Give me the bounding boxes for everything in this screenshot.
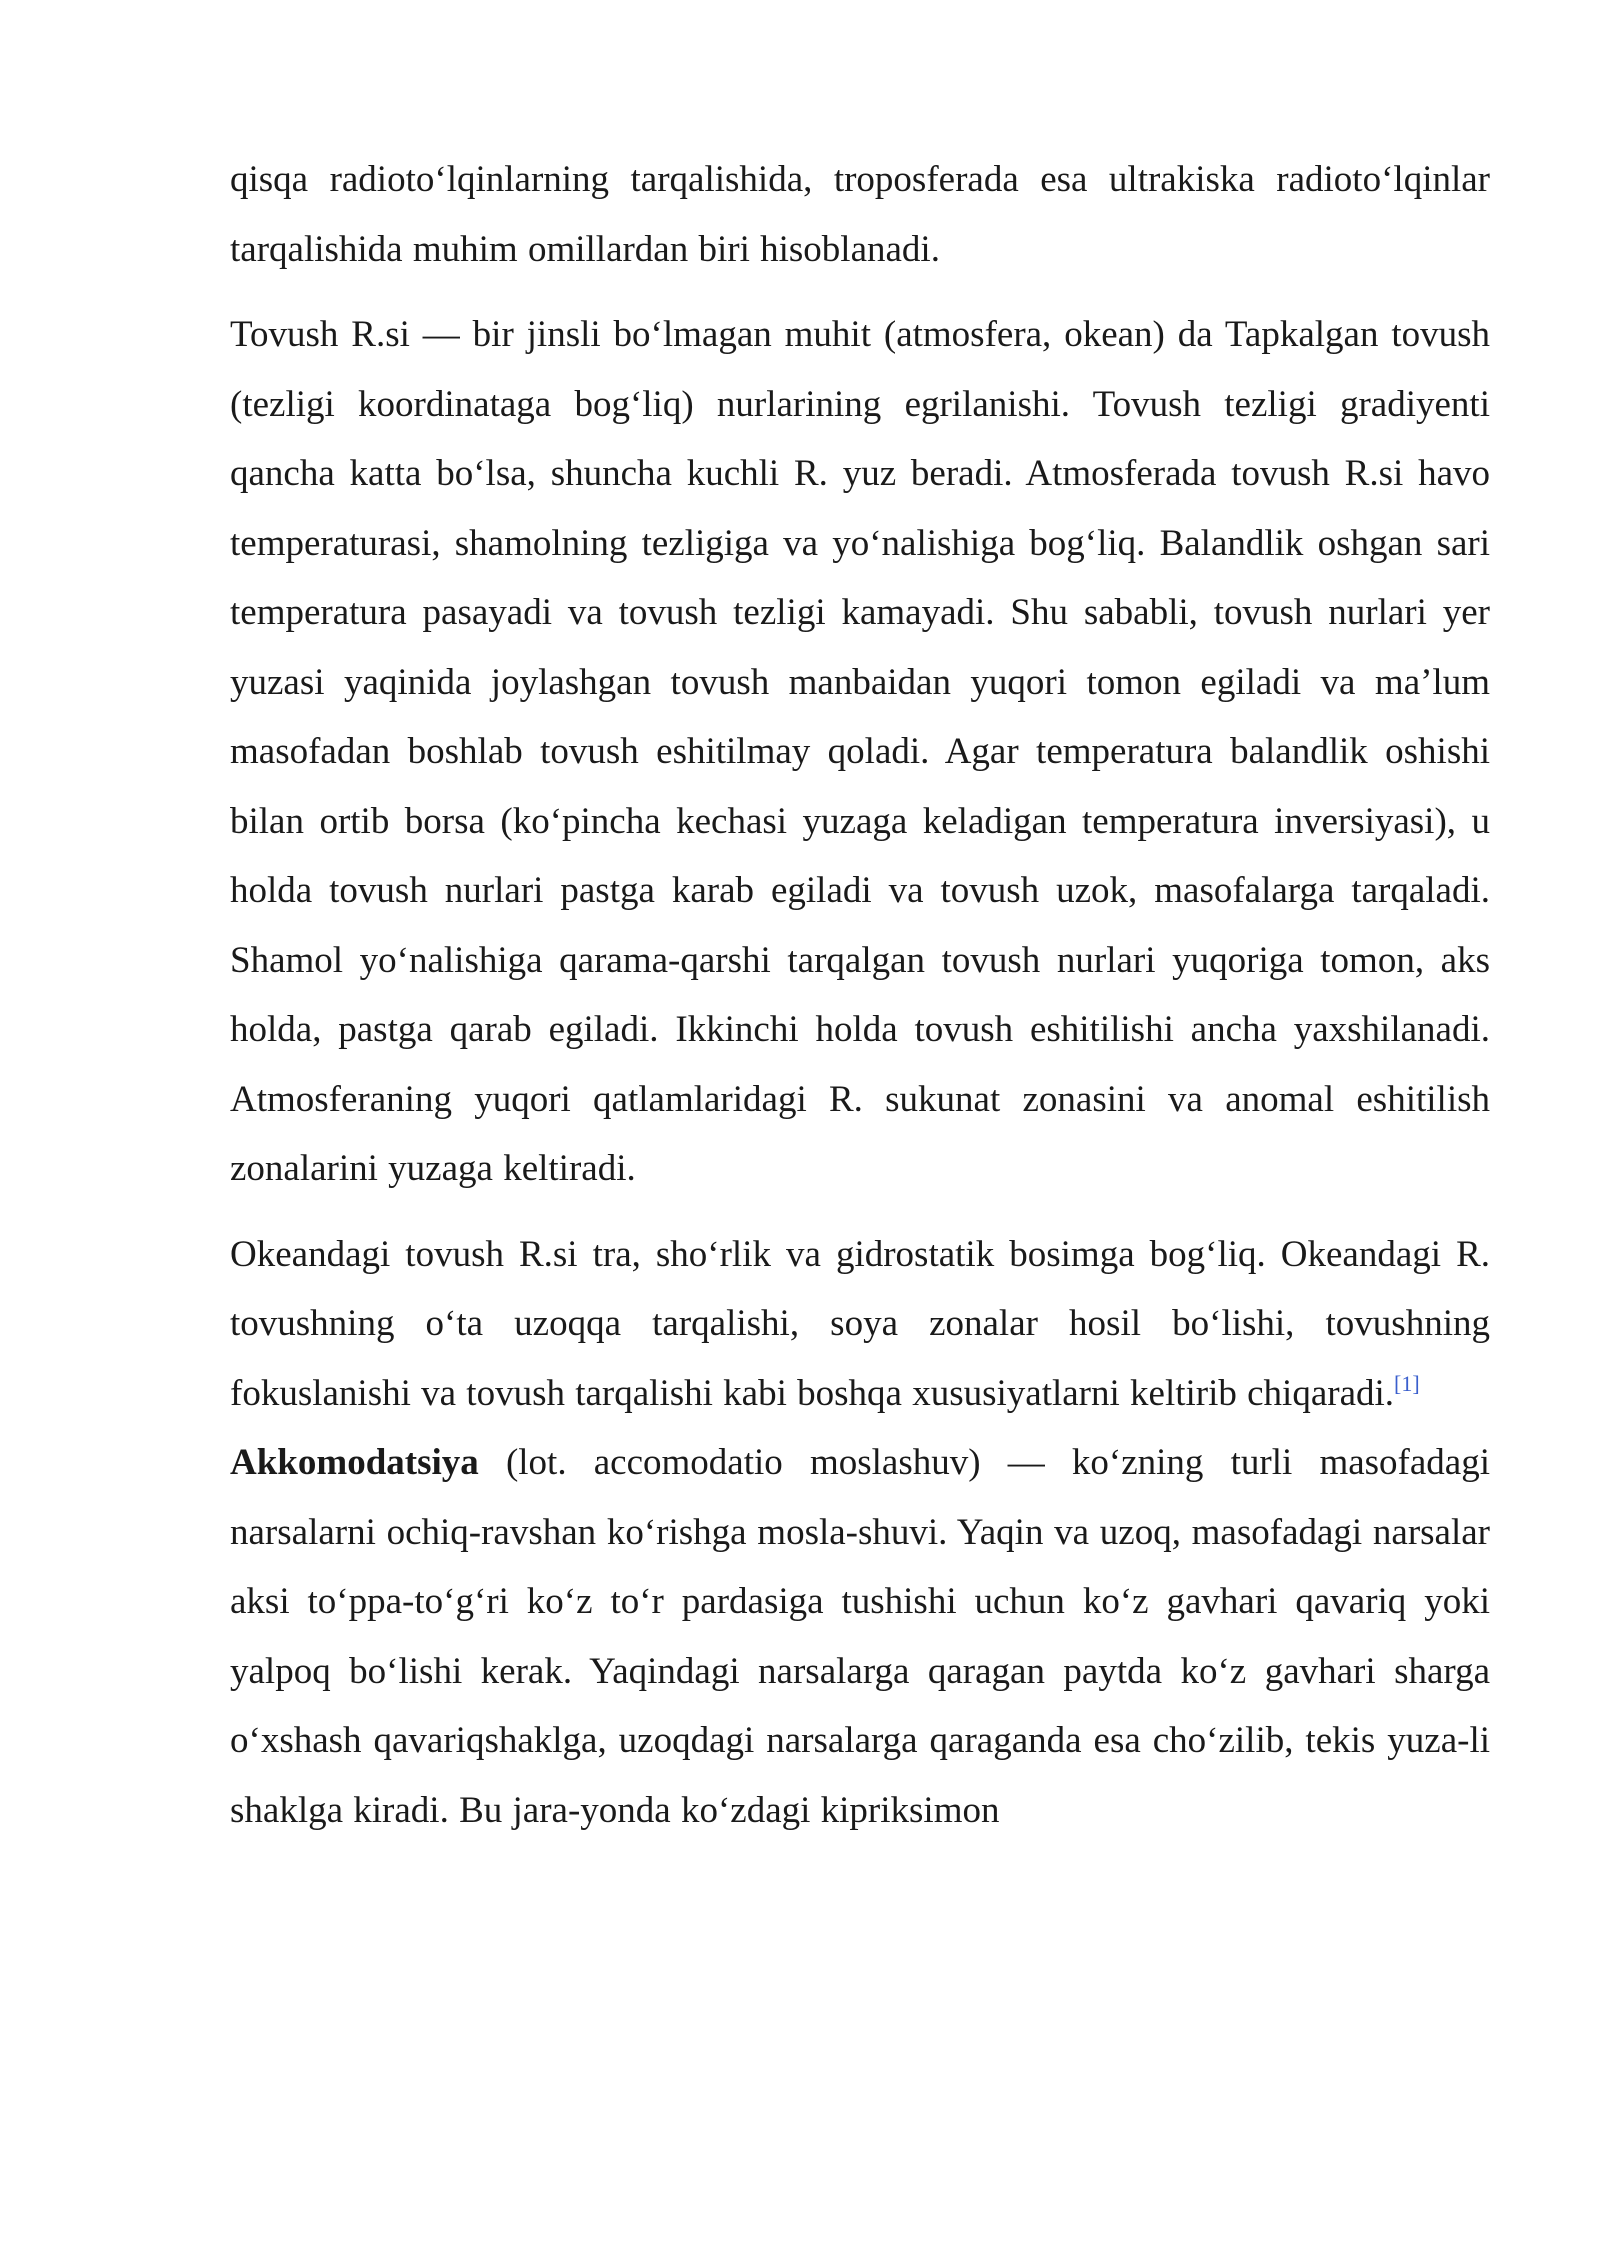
document-page [230,145,1490,1845]
paragraph-sound-refraction [230,300,1490,1204]
paragraph-text: (lot. accomodatio moslashuv) — ko‘zning turli masofadagi narsalarni ochiq-ravshan ko‘rishga mosla-shuvi. Yaqin va uzoq, masofadagi narsalar aksi to‘ppa-to‘g‘ri ko‘z to‘r pardasiga tushishi uchun ko‘z gavhari qavariq yoki yalpoq bo‘lishi kerak. Yaqindagi narsalarga qaragan paytda ko‘z gavhari sharga o‘xshash qavariqshaklga, uzoqdagi narsalarga qaraganda esa cho‘zilib, tekis yuza-li shaklga kiradi. Bu jara-yonda ko‘zdagi kipriksimon [230,1442,1490,1831]
paragraph-text: qisqa radioto‘lqinlarning tarqalishida, troposferada esa ultrakiska radioto‘lqinlar tarqalishida muhim omillardan biri hisoblanadi. [230,159,1490,270]
paragraph-radio-waves [230,145,1490,284]
paragraph-ocean-refraction [230,1220,1490,1429]
paragraph-accommodation [230,1428,1490,1845]
term-heading: Akkomodatsiya [230,1442,479,1483]
footnote-link[interactable]: [1] [1394,1370,1420,1396]
paragraph-text: Tovush R.si — bir jinsli bo‘lmagan muhit (atmosfera, okean) da Tapkalgan tovush (tezligi koordinataga bog‘liq) nurlarining egrilanishi. Tovush tezligi gradiyenti qancha katta bo‘lsa, shuncha kuchli R. yuz beradi. Atmosferada tovush R.si havo temperaturasi, shamolning tezligiga va yo‘nalishiga bog‘liq. Balandlik oshgan sari temperatura pasayadi va tovush tezligi kamayadi. Shu sababli, tovush nurlari yer yuzasi yaqinida joylashgan tovush manbaidan yuqori tomon egiladi va ma’lum masofadan boshlab tovush eshitilmay qoladi. Agar temperatura balandlik oshishi bilan ortib borsa (ko‘pincha kechasi yuzaga keladigan temperatura inversiyasi), u holda tovush nurlari pastga karab egiladi va tovush uzok, masofalarga tarqaladi. Shamol yo‘nalishiga qarama-qarshi tarqalgan tovush nurlari yuqoriga tomon, aks holda, pastga qarab egiladi. Ikkinchi holda tovush eshitilishi ancha yaxshilanadi. Atmosferaning yuqori qatlamlaridagi R. sukunat zonasini va anomal eshitilish zonalarini yuzaga keltiradi. [230,314,1490,1189]
paragraph-text: Okeandagi tovush R.si tra, sho‘rlik va gidrostatik bosimga bog‘liq. Okeandagi R. tovushning o‘ta uzoqqa tarqalishi, soya zonalar hosil bo‘lishi, tovushning fokuslanishi va tovush tarqalishi kabi boshqa xususiyatlarni keltirib chiqaradi. [230,1233,1490,1414]
